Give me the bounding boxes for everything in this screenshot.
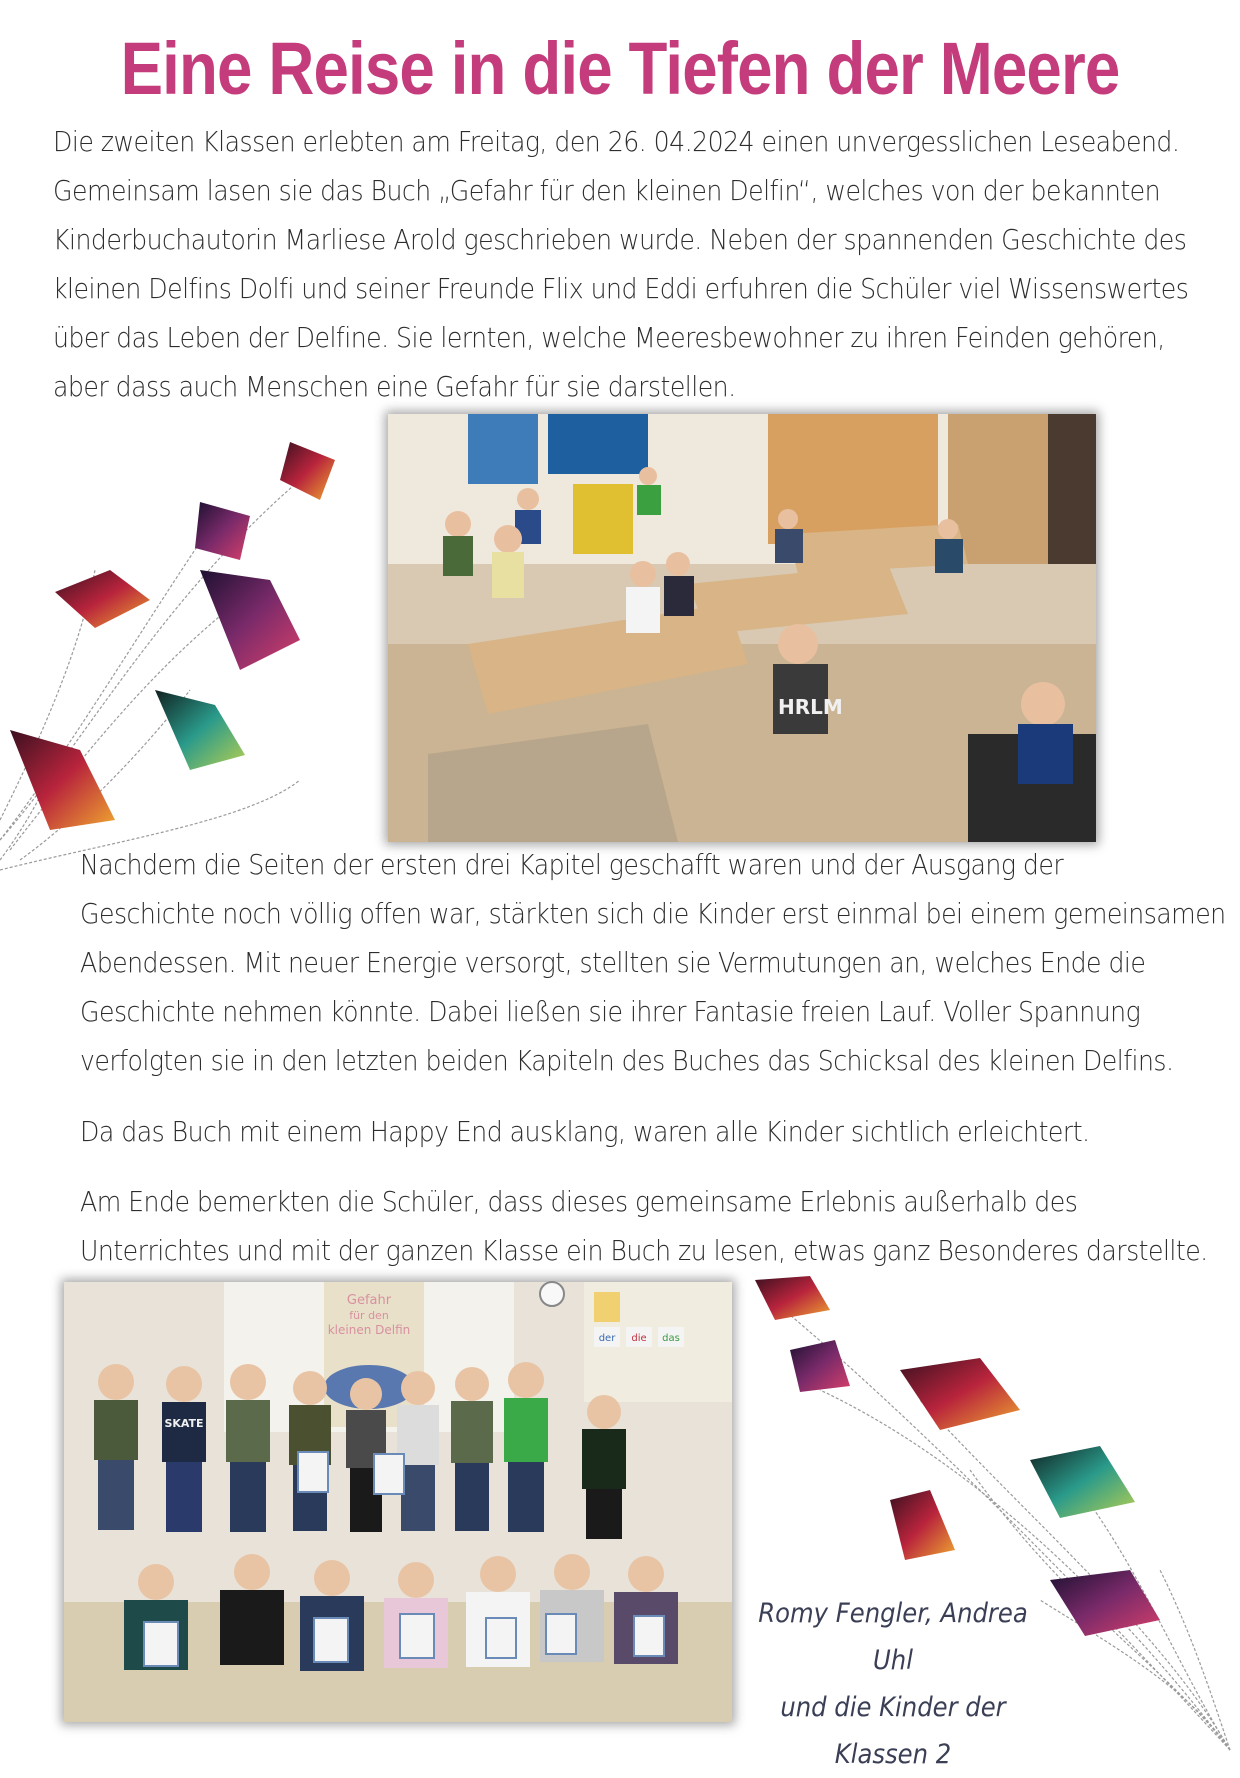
text-line: Kinderbuchautorin Marliese Arold geschrieben wurde. Neben der spannenden Geschichte des bbox=[53, 223, 1187, 256]
text-line: Am Ende bemerkten die Schüler, dass dieses gemeinsame Erlebnis außerhalb des bbox=[80, 1185, 1078, 1218]
text-line: Abendessen. Mit neuer Energie versorgt, stellten sie Vermutungen an, welches Ende die bbox=[80, 946, 1146, 979]
text-line: Die zweiten Klassen erlebten am Freitag, den 26. 04.2024 einen unvergesslichen Leseabend. bbox=[53, 125, 1180, 158]
text-line: Da das Buch mit einem Happy End ausklang, waren alle Kinder sichtlich erleichtert. bbox=[80, 1115, 1090, 1148]
book-icon bbox=[55, 570, 150, 628]
cover-text: Gefahr bbox=[346, 1293, 392, 1308]
text-line: Gemeinsam lasen sie das Buch „Gefahr für den kleinen Delfin“, welches von der bekannten bbox=[53, 174, 1161, 207]
book-icon bbox=[790, 1340, 850, 1392]
book-icon bbox=[195, 502, 250, 560]
shirt-text: HRLM bbox=[778, 695, 843, 719]
middle-paragraph bbox=[80, 840, 1226, 1085]
book-icon bbox=[200, 570, 300, 670]
cover-text: kleinen Delfin bbox=[327, 1323, 411, 1337]
book-icon bbox=[10, 730, 115, 830]
happy-end-paragraph bbox=[80, 1107, 1090, 1156]
book-icon bbox=[900, 1358, 1020, 1430]
text-line: Unterrichtes und mit der ganzen Klasse ein Buch zu lesen, etwas ganz Besonderes darstellte. bbox=[80, 1234, 1208, 1267]
board-card: die bbox=[631, 1333, 647, 1344]
book-icon bbox=[1030, 1446, 1135, 1518]
signature-line: Romy Fengler, Andrea Uhl bbox=[758, 1598, 1028, 1676]
signature bbox=[745, 1590, 1042, 1778]
board-card: das bbox=[662, 1333, 680, 1344]
book-icon bbox=[155, 690, 245, 770]
text-line: aber dass auch Menschen eine Gefahr für sie darstellen. bbox=[53, 370, 736, 403]
book-icon bbox=[280, 442, 335, 500]
text-line: verfolgten sie in den letzten beiden Kapiteln des Buches das Schicksal des kleinen Delfins. bbox=[80, 1044, 1174, 1077]
closing-paragraph bbox=[80, 1177, 1208, 1275]
board-card: der bbox=[598, 1333, 616, 1344]
book-icon bbox=[755, 1276, 830, 1320]
shirt-text: SKATE bbox=[164, 1417, 204, 1430]
book-icon bbox=[1050, 1570, 1160, 1636]
intro-paragraph bbox=[53, 117, 1188, 411]
text-line: kleinen Delfins Dolfi und seiner Freunde Flix und Eddi erfuhren die Schüler viel Wissenswertes bbox=[53, 272, 1189, 305]
book-icon bbox=[890, 1490, 955, 1560]
page-title: Eine Reise in die Tiefen der Meere bbox=[120, 27, 1120, 110]
signature-line: Klassen 2 bbox=[834, 1739, 952, 1770]
group-photo bbox=[64, 1282, 732, 1722]
flying-books-decoration bbox=[0, 420, 360, 880]
text-line: Geschichte nehmen könnte. Dabei ließen sie ihrer Fantasie freien Lauf. Voller Spannung bbox=[80, 995, 1141, 1028]
classroom-photo bbox=[388, 414, 1096, 842]
signature-line: und die Kinder der bbox=[780, 1692, 1006, 1723]
cover-text: für den bbox=[349, 1309, 389, 1322]
text-line: Geschichte noch völlig offen war, stärkten sich die Kinder erst einmal bei einem gemeinsamen bbox=[80, 897, 1226, 930]
text-line: Nachdem die Seiten der ersten drei Kapitel geschafft waren und der Ausgang der bbox=[80, 848, 1064, 881]
text-line: über das Leben der Delfine. Sie lernten, welche Meeresbewohner zu ihren Feinden gehören, bbox=[53, 321, 1165, 354]
